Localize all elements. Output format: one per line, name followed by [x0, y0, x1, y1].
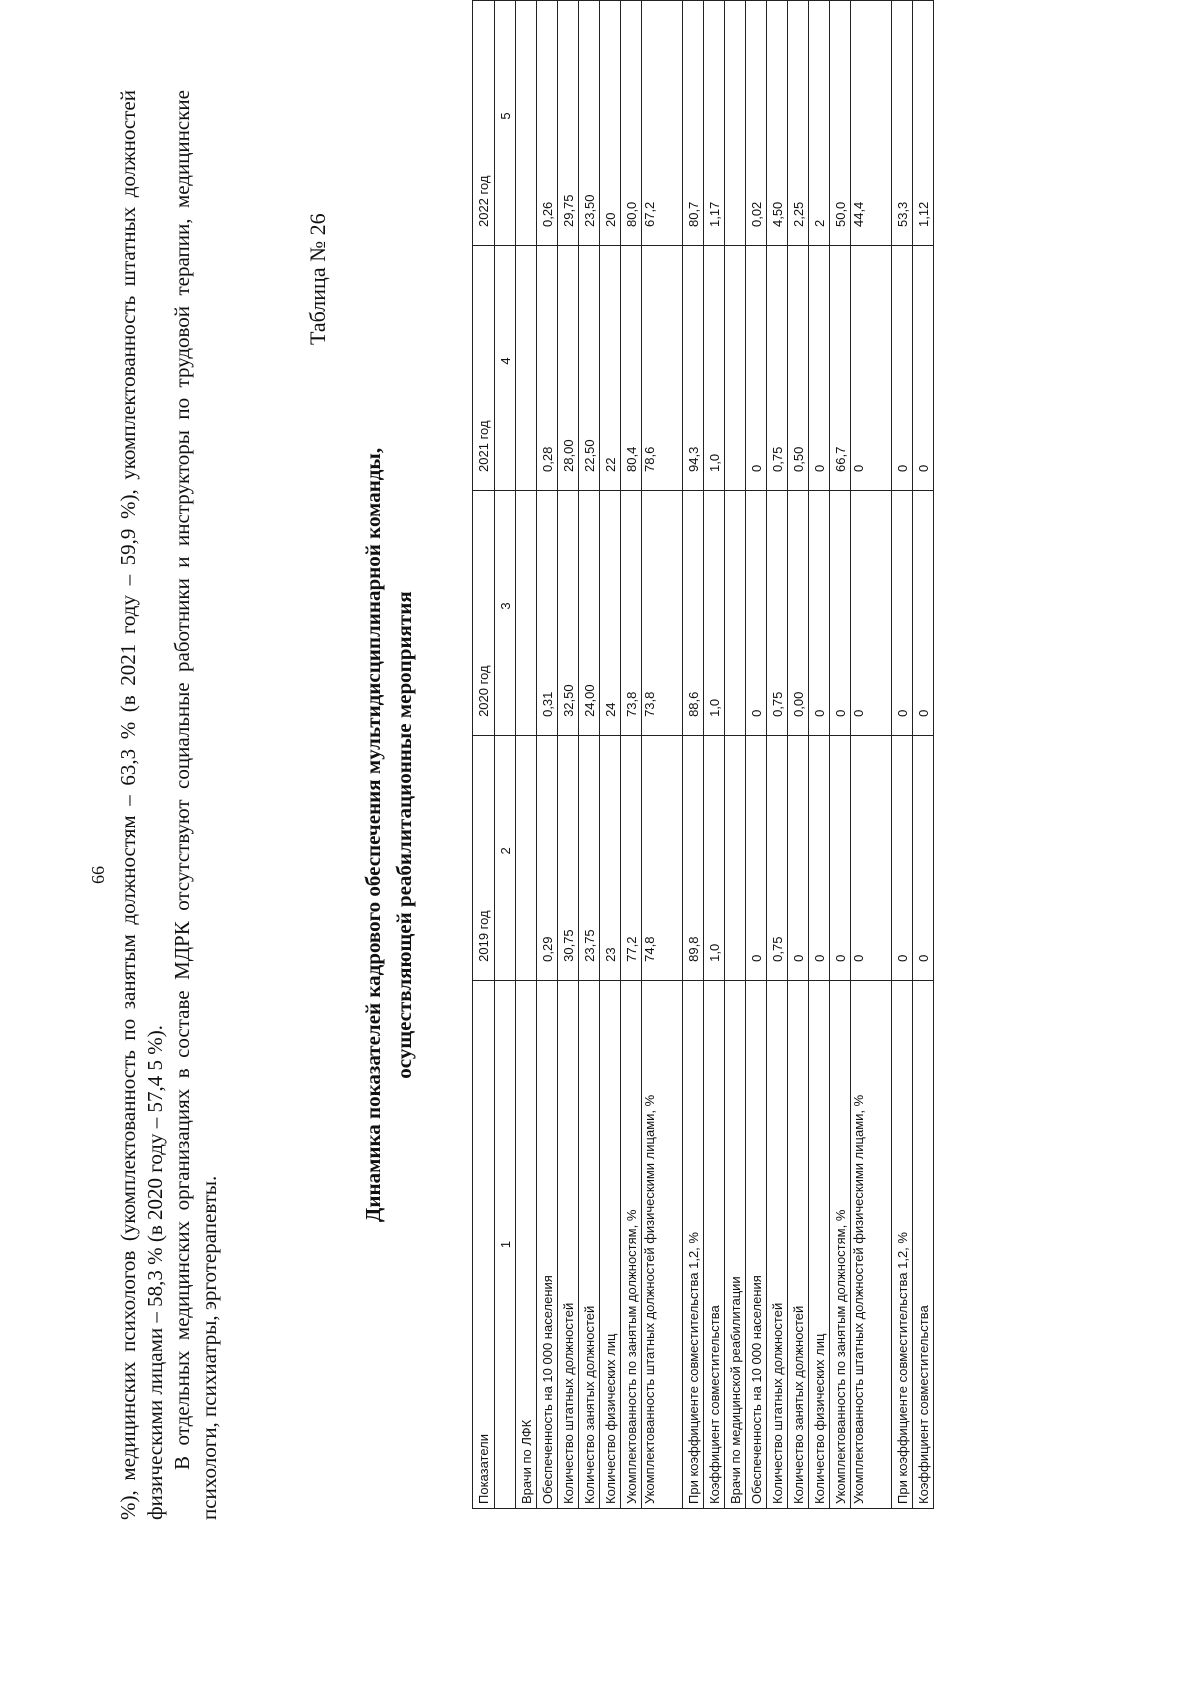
- value-cell: 80,0: [621, 1, 642, 246]
- value-cell: 20: [600, 1, 621, 246]
- value-cell: 0: [892, 246, 913, 491]
- value-cell: 24,00: [579, 490, 600, 735]
- value-cell: [516, 735, 537, 980]
- value-cell: 66,7: [830, 246, 851, 491]
- value-cell: 24: [600, 490, 621, 735]
- header-cell: 2019 год: [473, 735, 495, 980]
- column-number: 1: [495, 980, 516, 1508]
- table-row: [746, 1, 767, 1509]
- table-label: Таблица № 26: [305, 213, 330, 345]
- indicator-cell: Врачи по ЛФК: [516, 980, 537, 1508]
- value-cell: 0,50: [788, 246, 809, 491]
- value-cell: 73,8: [642, 490, 683, 735]
- value-cell: 0,31: [537, 490, 558, 735]
- value-cell: 0: [746, 490, 767, 735]
- value-cell: 23,50: [579, 1, 600, 246]
- value-cell: 23,75: [579, 735, 600, 980]
- table-body: [516, 1, 934, 1509]
- value-cell: 0: [892, 735, 913, 980]
- value-cell: 0,00: [788, 490, 809, 735]
- value-cell: 88,6: [683, 490, 704, 735]
- indicator-cell: Укомплектованность по занятым должностям, %: [830, 980, 851, 1508]
- value-cell: 1,0: [704, 735, 725, 980]
- value-cell: 2: [809, 1, 830, 246]
- value-cell: 1,17: [704, 1, 725, 246]
- table-row: [725, 1, 746, 1509]
- value-cell: 0: [809, 735, 830, 980]
- table-row: [704, 1, 725, 1509]
- header-cell: Показатели: [473, 980, 495, 1508]
- table-row: [621, 1, 642, 1509]
- value-cell: [516, 1, 537, 246]
- value-cell: 29,75: [558, 1, 579, 246]
- value-cell: [725, 1, 746, 246]
- table-row: [788, 1, 809, 1509]
- value-cell: 0: [851, 490, 892, 735]
- value-cell: 0: [892, 490, 913, 735]
- indicator-cell: При коэффициенте совместительства 1,2, %: [892, 980, 913, 1508]
- value-cell: 0: [913, 246, 934, 491]
- value-cell: 80,7: [683, 1, 704, 246]
- value-cell: 80,4: [621, 246, 642, 491]
- value-cell: 0: [746, 246, 767, 491]
- header-cell: 2022 год: [473, 1, 495, 246]
- value-cell: 0,75: [767, 246, 788, 491]
- column-number: 4: [495, 246, 516, 491]
- table-row: [809, 1, 830, 1509]
- indicator-cell: Количество физических лиц: [600, 980, 621, 1508]
- staffing-table: [472, 0, 934, 1509]
- table-row: [516, 1, 537, 1509]
- indicator-cell: При коэффициенте совместительства 1,2, %: [683, 980, 704, 1508]
- value-cell: [516, 246, 537, 491]
- value-cell: 23: [600, 735, 621, 980]
- value-cell: [725, 246, 746, 491]
- value-cell: 1,12: [913, 1, 934, 246]
- paragraph-1: %), медицинских психологов (укомплектованность по занятым должностям – 63,3 % (в 2021 году – 59,9 %), укомплектованность штатных должностей физическими лицами – 58,3 % (в 2020 году – 57,4 5 %).: [116, 90, 167, 1520]
- paragraph-2: В отдельных медицинских организациях в составе МДРК отсутствуют социальные работники и инструкторы по трудовой терапии, медицинские психологи, психиатры, эрготерапевты.: [170, 90, 221, 1520]
- column-number-row: [495, 1, 516, 1509]
- header-cell: 2020 год: [473, 490, 495, 735]
- value-cell: 50,0: [830, 1, 851, 246]
- value-cell: [725, 735, 746, 980]
- value-cell: 0,75: [767, 735, 788, 980]
- value-cell: 22: [600, 246, 621, 491]
- table-row: [892, 1, 913, 1509]
- value-cell: [516, 490, 537, 735]
- header-cell: 2021 год: [473, 246, 495, 491]
- value-cell: 94,3: [683, 246, 704, 491]
- value-cell: 0,28: [537, 246, 558, 491]
- value-cell: 0: [851, 735, 892, 980]
- indicator-cell: Укомплектованность по занятым должностям, %: [621, 980, 642, 1508]
- indicator-cell: Количество занятых должностей: [788, 980, 809, 1508]
- indicator-cell: Коэффициент совместительства: [913, 980, 934, 1508]
- indicator-cell: Количество физических лиц: [809, 980, 830, 1508]
- value-cell: 0: [809, 246, 830, 491]
- value-cell: 78,6: [642, 246, 683, 491]
- value-cell: 0: [788, 735, 809, 980]
- column-number: 3: [495, 490, 516, 735]
- value-cell: 22,50: [579, 246, 600, 491]
- value-cell: 4,50: [767, 1, 788, 246]
- value-cell: 77,2: [621, 735, 642, 980]
- value-cell: 1,0: [704, 246, 725, 491]
- value-cell: 0: [913, 490, 934, 735]
- value-cell: 73,8: [621, 490, 642, 735]
- table-row: [767, 1, 788, 1509]
- value-cell: 2,25: [788, 1, 809, 246]
- value-cell: 0: [913, 735, 934, 980]
- table-row: [830, 1, 851, 1509]
- table-row: [600, 1, 621, 1509]
- value-cell: 0: [830, 735, 851, 980]
- column-number: 5: [495, 1, 516, 246]
- indicator-cell: Укомплектованность штатных должностей физическими лицами, %: [851, 980, 892, 1508]
- table-row: [913, 1, 934, 1509]
- value-cell: 89,8: [683, 735, 704, 980]
- value-cell: 44,4: [851, 1, 892, 246]
- value-cell: 32,50: [558, 490, 579, 735]
- value-cell: 67,2: [642, 1, 683, 246]
- indicator-cell: Укомплектованность штатных должностей физическими лицами, %: [642, 980, 683, 1508]
- table-row: [851, 1, 892, 1509]
- indicator-cell: Количество занятых должностей: [579, 980, 600, 1508]
- value-cell: [725, 490, 746, 735]
- value-cell: 0,02: [746, 1, 767, 246]
- value-cell: 0,75: [767, 490, 788, 735]
- indicator-cell: Обеспеченность на 10 000 населения: [537, 980, 558, 1508]
- indicator-cell: Количество штатных должностей: [558, 980, 579, 1508]
- table-row: [558, 1, 579, 1509]
- value-cell: 0: [746, 735, 767, 980]
- table-row: [537, 1, 558, 1509]
- column-number: 2: [495, 735, 516, 980]
- indicator-cell: Количество штатных должностей: [767, 980, 788, 1508]
- value-cell: 28,00: [558, 246, 579, 491]
- table-header-row: [473, 1, 495, 1509]
- table-row: [642, 1, 683, 1509]
- value-cell: 74,8: [642, 735, 683, 980]
- indicator-cell: Обеспеченность на 10 000 населения: [746, 980, 767, 1508]
- value-cell: 0: [809, 490, 830, 735]
- table-row: [579, 1, 600, 1509]
- indicator-cell: Коэффициент совместительства: [704, 980, 725, 1508]
- value-cell: 53,3: [892, 1, 913, 246]
- value-cell: 0: [830, 490, 851, 735]
- value-cell: 0,29: [537, 735, 558, 980]
- table-title: Динамика показателей кадрового обеспечения мультидисциплинарной команды, осуществляющей реабилитационные мероприятия: [361, 447, 416, 1223]
- value-cell: 0: [851, 246, 892, 491]
- value-cell: 1,0: [704, 490, 725, 735]
- page-number: 66: [88, 866, 108, 884]
- value-cell: 30,75: [558, 735, 579, 980]
- value-cell: 0,26: [537, 1, 558, 246]
- table-row: [683, 1, 704, 1509]
- indicator-cell: Врачи по медицинской реабилитации: [725, 980, 746, 1508]
